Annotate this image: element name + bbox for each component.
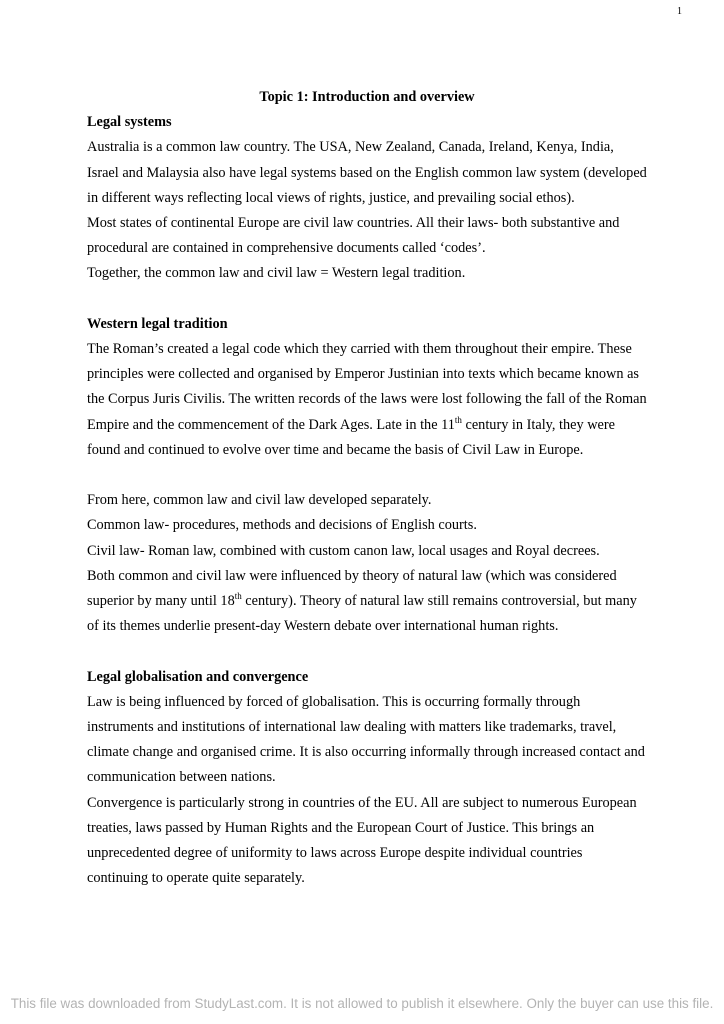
paragraph: Common law- procedures, methods and decisions of English courts.: [87, 517, 477, 534]
superscript: th: [234, 591, 242, 602]
paragraph: Law is being influenced by forced of globalisation. This is occurring formally through instruments and institutions of international law dealing with matters like trademarks, travel, climate change and organised crime. It is also occurring informally through increased contact and communication between nations.: [87, 693, 645, 786]
heading-legal-globalisation: Legal globalisation and convergence: [87, 668, 309, 685]
paragraph-text: century). Theory of natural law still remains controversial, but many of its themes underlie present-day Western debate over international human rights.: [87, 593, 637, 635]
paragraph-text: Both common and civil law were influenced by theory of natural law (which was considered superior by many until 18: [87, 567, 617, 610]
paragraph: From here, common law and civil law developed separately.: [87, 492, 432, 509]
heading-legal-systems: Legal systems: [87, 114, 172, 131]
paragraph: [87, 564, 647, 640]
superscript: th: [454, 414, 462, 425]
paragraph: Australia is a common law country. The USA, New Zealand, Canada, Ireland, Kenya, India, Israel and Malaysia also have legal systems based on the English common law system (developed in different ways reflecting local views of rights, justice, and prevailing social ethos).: [87, 139, 647, 206]
heading-western-legal-tradition: Western legal tradition: [87, 315, 228, 332]
watermark-footer: This file was downloaded from StudyLast.com. It is not allowed to publish it elsewhere. Only the buyer can use this file.: [10, 996, 714, 1011]
paragraph-text: century in Italy, they were found and continued to evolve over time and became the basis of Civil Law in Europe.: [87, 416, 616, 458]
spacer: [87, 639, 647, 664]
paragraph: Together, the common law and civil law = Western legal tradition.: [87, 265, 466, 282]
page-number: 1: [677, 6, 682, 17]
document-body: [87, 85, 647, 891]
spacer: [87, 463, 647, 488]
paragraph: Most states of continental Europe are civil law countries. All their laws- both substantive and procedural are contained in comprehensive documents called ‘codes’.: [87, 215, 620, 257]
paragraph: [87, 337, 647, 463]
spacer: [87, 287, 647, 312]
paragraph: Civil law- Roman law, combined with custom canon law, local usages and Royal decrees.: [87, 542, 600, 559]
page-title: Topic 1: Introduction and overview: [259, 89, 475, 105]
paragraph: Convergence is particularly strong in countries of the EU. All are subject to numerous European treaties, laws passed by Human Rights and the European Court of Justice. This brings an unprecedented degree of uniformity to laws across Europe despite individual countries continuing to operate quite separately.: [87, 794, 637, 887]
paragraph-text: The Roman’s created a legal code which they carried with them throughout their empire. These principles were collected and organised by Emperor Justinian into texts which became known as the Corpus Juris Civilis. The written records of the laws were lost following the fall of the Roman Empire and the commencement of the Dark Ages. Late in the 11: [87, 341, 647, 433]
